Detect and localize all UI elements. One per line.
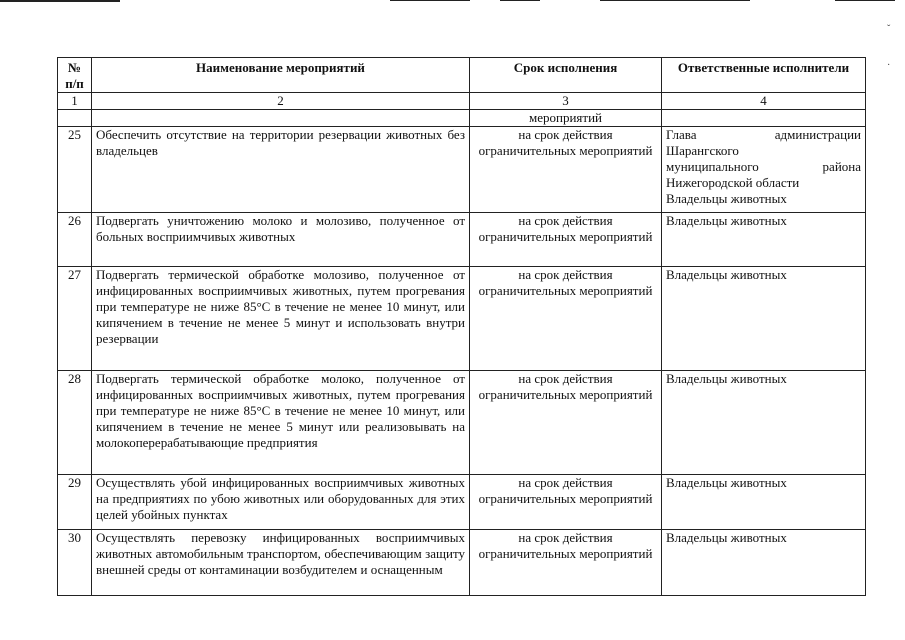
resp-line: Владельцы животных	[666, 213, 787, 228]
header-num: № п/п	[58, 58, 92, 93]
column-number: 2	[92, 93, 470, 110]
row-num: 25	[58, 127, 92, 213]
row-name: Подвергать термической обработке молоко, полученное от инфицированных восприимчивых животных, путем прогревания при температуре не ниже 85°С в течение не менее 10 минут, или кипячением в течение не менее 5 минут или реализовывать на молокоперерабатывающие предприятия	[92, 371, 470, 475]
resp-line: Владельцы животных	[666, 191, 787, 206]
continued-row	[58, 110, 866, 127]
row-num: 28	[58, 371, 92, 475]
resp-line: Владельцы животных	[666, 371, 787, 386]
row-resp	[662, 267, 866, 371]
row-resp	[662, 110, 866, 127]
row-term: мероприятий	[470, 110, 662, 127]
table-row	[58, 475, 866, 530]
row-resp	[662, 530, 866, 596]
header-name: Наименование мероприятий	[92, 58, 470, 93]
table-header-row	[58, 58, 866, 93]
row-name: Подвергать уничтожению молоко и молозиво, полученное от больных восприимчивых животных	[92, 213, 470, 267]
row-term: на срок действия ограничительных мероприятий	[470, 475, 662, 530]
row-name	[92, 110, 470, 127]
scan-speck: ·	[887, 60, 891, 71]
resp-line: Глава администрации	[666, 127, 861, 142]
row-num: 29	[58, 475, 92, 530]
top-border-line	[835, 0, 895, 1]
top-border-line	[390, 0, 470, 1]
row-term: на срок действия ограничительных мероприятий	[470, 127, 662, 213]
column-number: 4	[662, 93, 866, 110]
row-name: Осуществлять перевозку инфицированных восприимчивых животных автомобильным транспортом, обеспечивающим защиту внешней среды от контаминации возбудителем и оснащенным	[92, 530, 470, 596]
row-term: на срок действия ограничительных мероприятий	[470, 267, 662, 371]
scan-speck: ˇ	[887, 24, 891, 35]
top-border-line	[500, 0, 540, 1]
column-number-row	[58, 93, 866, 110]
row-resp	[662, 213, 866, 267]
resp-line: Владельцы животных	[666, 267, 787, 282]
row-num: 27	[58, 267, 92, 371]
column-number: 1	[58, 93, 92, 110]
row-num: 26	[58, 213, 92, 267]
row-name: Осуществлять убой инфицированных восприимчивых животных на предприятиях по убою животных или оборудованных для этих целей убойных пунктах	[92, 475, 470, 530]
row-resp	[662, 371, 866, 475]
resp-line: Шарангского	[666, 143, 739, 158]
row-resp	[662, 127, 866, 213]
row-name: Подвергать термической обработке молозиво, полученное от инфицированных восприимчивых животных, путем прогревания при температуре не ниже 85°С в течение не менее 10 минут, или кипячением в течение не менее 5 минут и использовать внутри резервации	[92, 267, 470, 371]
table-row	[58, 371, 866, 475]
header-resp: Ответственные исполнители	[662, 58, 866, 93]
resp-line: Владельцы животных	[666, 530, 787, 545]
measures-table	[57, 57, 866, 596]
row-term: на срок действия ограничительных мероприятий	[470, 213, 662, 267]
row-num: 30	[58, 530, 92, 596]
resp-line: муниципального района	[666, 159, 861, 174]
column-number: 3	[470, 93, 662, 110]
resp-line: Нижегородской области	[666, 175, 800, 190]
header-term: Срок исполнения	[470, 58, 662, 93]
top-border-line	[0, 0, 120, 2]
row-term: на срок действия ограничительных мероприятий	[470, 371, 662, 475]
table-row	[58, 213, 866, 267]
table-row	[58, 267, 866, 371]
top-border-line	[600, 0, 750, 1]
resp-line: Владельцы животных	[666, 475, 787, 490]
row-term: на срок действия ограничительных мероприятий	[470, 530, 662, 596]
table-row	[58, 127, 866, 213]
row-resp	[662, 475, 866, 530]
row-name: Обеспечить отсутствие на территории резервации животных без владельцев	[92, 127, 470, 213]
row-num	[58, 110, 92, 127]
table-row	[58, 530, 866, 596]
